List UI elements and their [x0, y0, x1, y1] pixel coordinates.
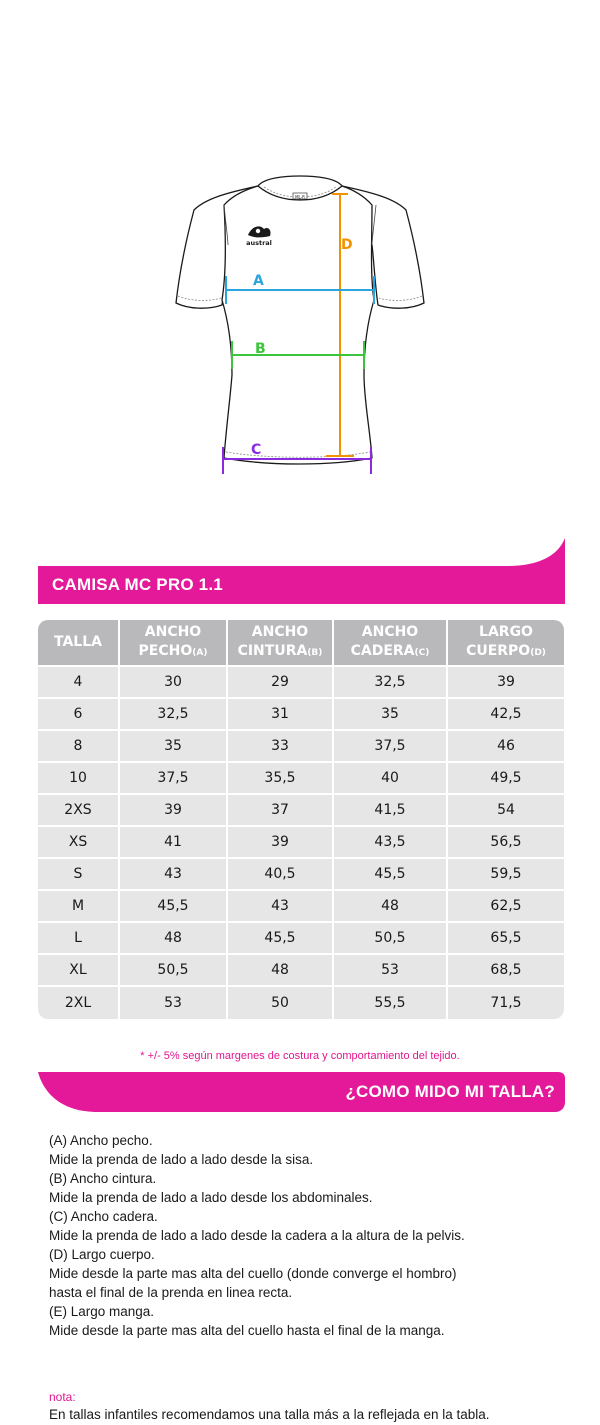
measurement-cell: 53: [334, 955, 448, 987]
size-table-container: [38, 620, 564, 1019]
instruction-line: (A) Ancho pecho.: [49, 1133, 153, 1148]
instruction-line: (E) Largo manga.: [49, 1304, 155, 1319]
measurement-cell: 29: [228, 667, 334, 699]
measurement-cell: 42,5: [448, 699, 564, 731]
measurement-cell: 48: [120, 923, 228, 955]
instruction-line: (D) Largo cuerpo.: [49, 1247, 155, 1262]
measurement-cell: 59,5: [448, 859, 564, 891]
measurement-cell: 49,5: [448, 763, 564, 795]
table-row: [38, 667, 564, 699]
measurement-cell: 30: [120, 667, 228, 699]
instruction-line: Mide desde la parte mas alta del cuello hasta el final de la manga.: [49, 1323, 445, 1338]
measurement-cell: 35: [334, 699, 448, 731]
measurement-cell: 39: [448, 667, 564, 699]
measurement-cell: 32,5: [334, 667, 448, 699]
measurement-cell: 37: [228, 795, 334, 827]
measure-b-label: B: [255, 341, 266, 357]
measurement-cell: 31: [228, 699, 334, 731]
measurement-cell: 39: [120, 795, 228, 827]
product-title: CAMISA MC PRO 1.1: [52, 575, 223, 594]
measurement-cell: 62,5: [448, 891, 564, 923]
size-label-cell: 8: [38, 731, 120, 763]
size-label-cell: S: [38, 859, 120, 891]
table-row: [38, 699, 564, 731]
nota-text: En tallas infantiles recomendamos una talla más a la reflejada en la tabla.: [49, 1407, 490, 1422]
size-label-cell: 6: [38, 699, 120, 731]
table-row: [38, 891, 564, 923]
table-header-row: [38, 620, 564, 667]
measurement-cell: 37,5: [334, 731, 448, 763]
measurement-cell: 50: [228, 987, 334, 1019]
instruction-line: Mide la prenda de lado a lado desde los abdominales.: [49, 1190, 373, 1205]
measurement-cell: 50,5: [334, 923, 448, 955]
measurement-cell: 45,5: [228, 923, 334, 955]
measurement-cell: 43: [120, 859, 228, 891]
instruction-line: Mide desde la parte mas alta del cuello (donde converge el hombro): [49, 1266, 457, 1281]
header-ancho-pecho: ANCHO PECHO(A): [120, 620, 228, 667]
measurement-cell: 32,5: [120, 699, 228, 731]
measurement-cell: 39: [228, 827, 334, 859]
measurement-cell: 37,5: [120, 763, 228, 795]
instruction-line: (B) Ancho cintura.: [49, 1171, 157, 1186]
measurement-cell: 43: [228, 891, 334, 923]
size-label-cell: 2XS: [38, 795, 120, 827]
measurement-cell: 35: [120, 731, 228, 763]
size-label-cell: L: [38, 923, 120, 955]
measurement-cell: 65,5: [448, 923, 564, 955]
tolerance-footnote: * +/- 5% según margenes de costura y comportamiento del tejido.: [140, 1050, 460, 1062]
measurement-cell: 41: [120, 827, 228, 859]
measurement-cell: 43,5: [334, 827, 448, 859]
measurement-cell: 55,5: [334, 987, 448, 1019]
measurement-cell: 71,5: [448, 987, 564, 1019]
measurement-cell: 45,5: [334, 859, 448, 891]
size-table-body: [38, 667, 564, 1019]
instruction-line: Mide la prenda de lado a lado desde la sisa.: [49, 1152, 314, 1167]
size-label-cell: M: [38, 891, 120, 923]
measure-d-label: D: [341, 237, 353, 253]
howto-title: ¿COMO MIDO MI TALLA?: [345, 1082, 555, 1101]
collar-tag-text: ML-R: [295, 194, 305, 200]
measurement-cell: 68,5: [448, 955, 564, 987]
measurement-instructions: [49, 1131, 569, 1340]
measurement-cell: 35,5: [228, 763, 334, 795]
measurement-cell: 54: [448, 795, 564, 827]
shirt-diagram: [0, 0, 600, 540]
measurement-cell: 50,5: [120, 955, 228, 987]
size-label-cell: XL: [38, 955, 120, 987]
measurement-cell: 33: [228, 731, 334, 763]
size-label-cell: 4: [38, 667, 120, 699]
table-row: [38, 923, 564, 955]
measure-c-label: C: [251, 442, 262, 458]
measurement-cell: 48: [228, 955, 334, 987]
table-row: [38, 795, 564, 827]
measure-a-label: A: [253, 273, 264, 289]
size-table: [38, 620, 564, 1019]
size-label-cell: 10: [38, 763, 120, 795]
header-ancho-cadera: ANCHO CADERA(C): [334, 620, 448, 667]
table-row: [38, 731, 564, 763]
measurement-cell: 53: [120, 987, 228, 1019]
measurement-cell: 48: [334, 891, 448, 923]
header-largo-cuerpo: LARGO CUERPO(D): [448, 620, 564, 667]
brand-logo-text: austral: [246, 239, 272, 247]
measurement-cell: 40,5: [228, 859, 334, 891]
measurement-cell: 41,5: [334, 795, 448, 827]
table-row: [38, 763, 564, 795]
table-row: [38, 955, 564, 987]
table-row: [38, 987, 564, 1019]
instruction-line: hasta el final de la prenda en linea recta.: [49, 1285, 293, 1300]
instruction-line: (C) Ancho cadera.: [49, 1209, 158, 1224]
header-ancho-cintura: ANCHO CINTURA(B): [228, 620, 334, 667]
nota-label: nota:: [49, 1390, 76, 1404]
table-row: [38, 827, 564, 859]
measurement-cell: 45,5: [120, 891, 228, 923]
measurement-cell: 40: [334, 763, 448, 795]
size-label-cell: 2XL: [38, 987, 120, 1019]
header-talla: TALLA: [38, 620, 120, 667]
size-label-cell: XS: [38, 827, 120, 859]
product-banner: [38, 538, 565, 604]
howto-banner: [38, 1072, 565, 1112]
instruction-line: Mide la prenda de lado a lado desde la cadera a la altura de la pelvis.: [49, 1228, 465, 1243]
measurement-cell: 46: [448, 731, 564, 763]
measurement-cell: 56,5: [448, 827, 564, 859]
shirt-body: [222, 186, 374, 464]
table-row: [38, 859, 564, 891]
